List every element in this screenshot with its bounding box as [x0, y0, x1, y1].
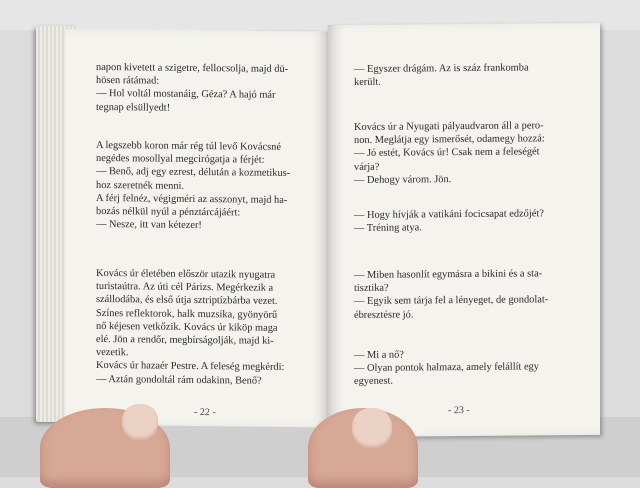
- text-line: várja?: [354, 161, 380, 173]
- left-page-block-2: [96, 139, 298, 234]
- text-line: — Benő, adj egy ezrest, délután a kozmetikus-: [96, 166, 291, 180]
- text-line: — Dehogy várom. Jön.: [354, 173, 452, 186]
- right-thumbnail: [352, 408, 392, 448]
- text-line: hoz szeretnék menni.: [96, 179, 184, 192]
- text-line: egyenest.: [354, 376, 393, 388]
- text-line: tegnap elsüllyedt!: [96, 101, 171, 114]
- left-page-block-1: [96, 61, 298, 116]
- right-page: [328, 23, 600, 437]
- text-line: — Hol voltál mostanáig, Géza? A hajó már: [96, 88, 276, 102]
- text-line: — Miben hasonlít egymásra a bikini és a sta-: [354, 268, 543, 281]
- text-line: — Tréning atya.: [354, 222, 422, 235]
- text-line: nő kéjesen vetkőzik. Kovács úr kiköp maga: [96, 320, 278, 334]
- text-line: tisztika?: [354, 282, 389, 295]
- text-line: Kovács úr életében először utazik nyugatra: [96, 267, 276, 281]
- text-line: — Olyan pontok halmaza, amely felállít egy: [354, 361, 539, 375]
- text-line: — Egyik sem tárja fel a lényeget, de gondolat-: [354, 294, 549, 308]
- text-line: — Aztán gondoltál rám odakinn, Benő?: [96, 373, 262, 387]
- text-line: non. Meglátja egy ismerősét, odamegy hozzá:: [354, 133, 545, 147]
- text-line: A férj felnéz, végigméri az asszonyt, majd ha-: [96, 192, 288, 206]
- text-line: elé. Jön a rendőr, megbírságolják, majd ki-: [96, 333, 274, 347]
- text-line: hösen rátámad:: [96, 75, 160, 87]
- right-page-block-5: [354, 347, 572, 389]
- text-line: — Egyszer drágám. Az is száz frankomba: [354, 62, 529, 75]
- right-page-block-1: [354, 61, 572, 89]
- page-number-right: - 23 -: [448, 404, 470, 417]
- text-line: szállodába, és első útja sztriptízbárba vezet.: [96, 294, 278, 308]
- left-page-block-3: [96, 267, 298, 388]
- text-line: — Mi a nő?: [354, 349, 404, 361]
- text-line: vezetik.: [96, 347, 129, 359]
- right-page-block-4: [354, 267, 572, 322]
- text-line: turistaútra. Az úti cél Párizs. Megérkezik a: [96, 281, 274, 295]
- text-line: Kovács úr hazaér Pestre. A feleség megkérdi:: [96, 360, 285, 374]
- text-line: került.: [354, 76, 381, 89]
- text-line: negédes mosollyal megcirógatja a férjét:: [96, 153, 265, 166]
- left-page: [66, 29, 328, 428]
- text-line: — Nesze, itt van kétezer!: [96, 219, 202, 232]
- text-line: — Hogy hívják a vatikáni focicsapat edzőjét?: [354, 208, 544, 221]
- text-line: Színes reflektorok, halk muzsika, gyönyörű: [96, 307, 278, 321]
- text-line: napon kivetett a szigetre, fellocsolja, majd dü-: [96, 61, 289, 75]
- text-line: Kovács úr a Nyugati pályaudvaron áll a pero-: [354, 120, 544, 133]
- left-thumbnail: [122, 404, 158, 440]
- text-line: bozás nélkül nyúl a pénztárcájáért:: [96, 205, 241, 219]
- text-line: — Jó estét, Kovács úr! Csak nem a feleségét: [354, 146, 540, 160]
- right-page-block-3: [354, 207, 572, 235]
- page-number-left: - 22 -: [194, 406, 216, 419]
- text-line: A legszebb koron már rég túl levő Kovácsné: [96, 139, 281, 153]
- text-line: ébresztésre jó.: [354, 309, 414, 321]
- right-page-block-2: [354, 119, 572, 187]
